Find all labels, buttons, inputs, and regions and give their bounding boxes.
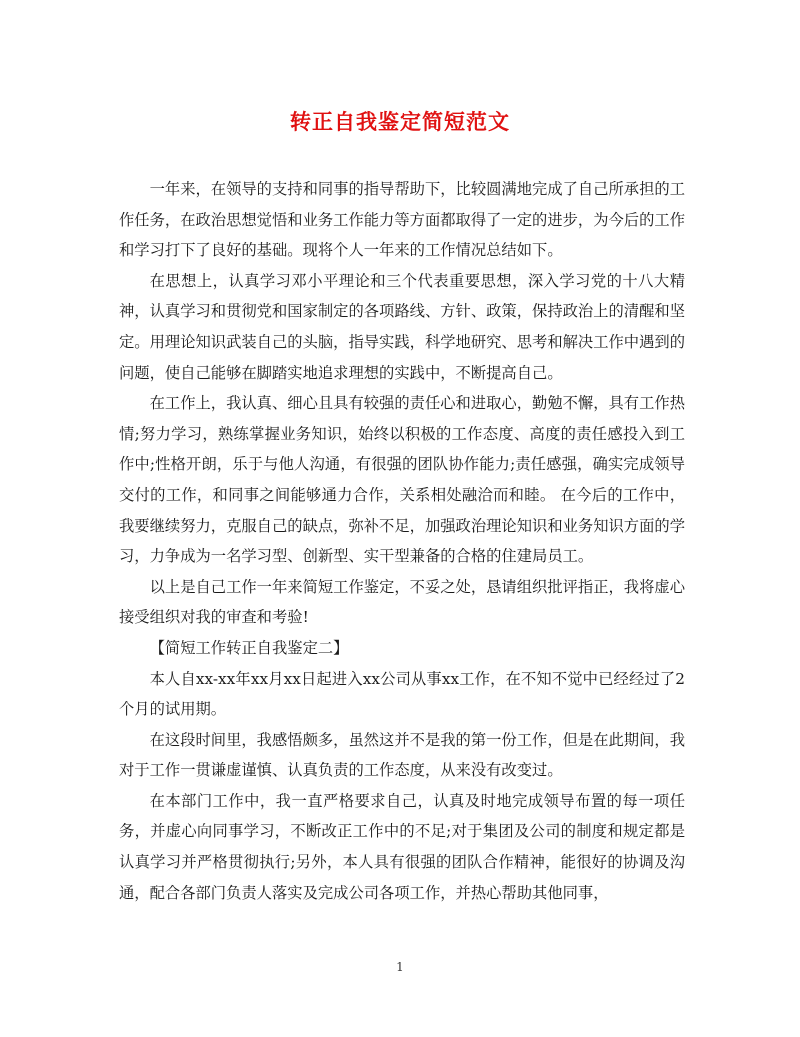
page-number: 1 [396,960,404,974]
paragraph-thought: 在思想上，认真学习邓小平理论和三个代表重要思想，深入学习党的十八大精神，认真学习和贯彻党和国家制定的各项路线、方针、政策，保持政治上的清醒和坚定。用理论知识武装自己的头脑，指导实践，科学地研究、思考和解决工作中遇到的问题，使自己能够在脚踏实地追求理想的实践中，不断提高自己。 [119,271,685,382]
section-heading-two: 【简短工作转正自我鉴定二】 [149,638,349,657]
paragraph-start-date: 本人自xx-xx年xx月xx日起进入xx公司从事xx工作，在不知不觉中已经经过了2个月的试用期。 [119,669,685,719]
paragraph-closing: 以上是自己工作一年来简短工作鉴定，不妥之处，恳请组织批评指正，我将虚心接受组织对我的审查和考验! [119,577,685,627]
paragraph-department: 在本部门工作中，我一直严格要求自己，认真及时地完成领导布置的每一项任务，并虚心向同事学习，不断改正工作中的不足;对于集团及公司的制度和规定都是认真学习并严格贯彻执行;另外，本人具有很强的团队合作精神，能很好的协调及沟通，配合各部门负责人落实及完成公司各项工作，并热心帮助其他同事， [119,791,685,902]
paragraph-work: 在工作上，我认真、细心且具有较强的责任心和进取心，勤勉不懈，具有工作热情;努力学习，熟练掌握业务知识，始终以积极的工作态度、高度的责任感投入到工作中;性格开朗，乐于与他人沟通，有很强的团队协作能力;责任感强，确实完成领导交付的工作，和同事之间能够通力合作，关系相处融洽而和睦。 在今后的工作中，我要继续努力，克服自己的缺点，弥补不足，加强政治理论知识和业务知识方面的学习，力争成为一名学习型、创新型、实干型兼备的合格的住建局员工。 [119,394,685,566]
document-title: 转正自我鉴定简短范文 [290,110,510,134]
paragraph-intro: 一年来，在领导的支持和同事的指导帮助下，比较圆满地完成了自己所承担的工作任务，在政治思想觉悟和业务工作能力等方面都取得了一定的进步，为今后的工作和学习打下了良好的基础。现将个人一年来的工作情况总结如下。 [119,180,685,260]
document-body [119,174,685,908]
paragraph-attitude: 在这段时间里，我感悟颇多，虽然这并不是我的第一份工作，但是在此期间，我对于工作一贯谦虚谨慎、认真负责的工作态度，从来没有改变过。 [119,730,685,780]
